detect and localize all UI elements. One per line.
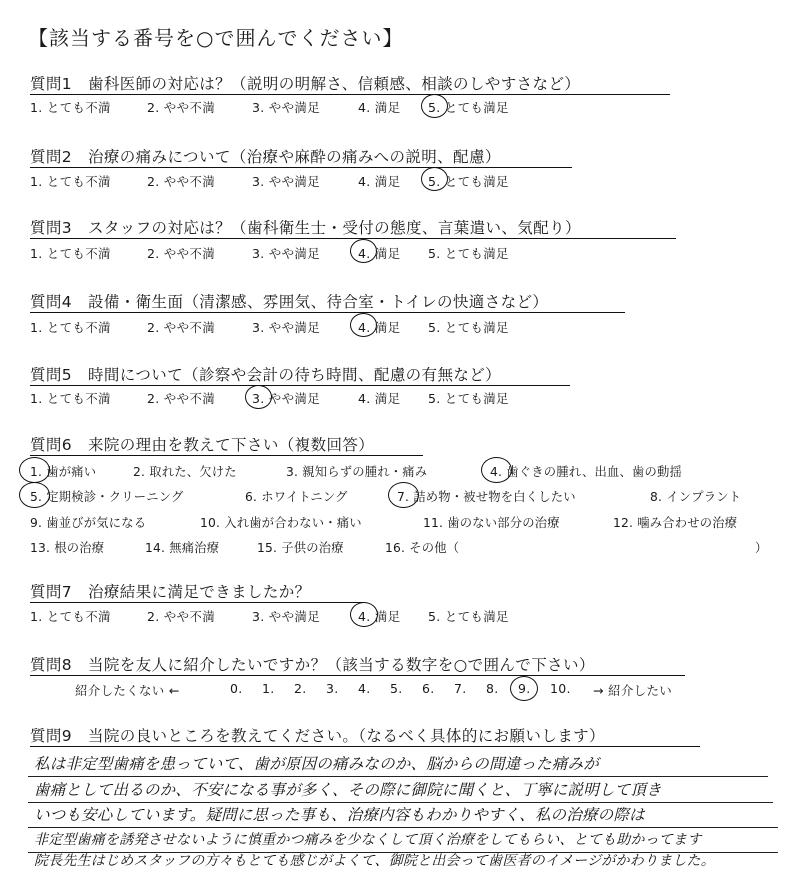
q2-option-4[interactable]: 4. 満足 — [358, 174, 401, 189]
question-2-underline — [30, 167, 572, 168]
question-7-title: 質問7 治療結果に満足できましたか？ — [30, 583, 311, 601]
q4-selection-circle — [350, 313, 377, 337]
q8-scale-4[interactable]: 4. — [358, 681, 371, 696]
q5-option-1[interactable]: 1. とても不満 — [30, 391, 111, 406]
page-title: 【該当する番号を○で囲んでください】 — [28, 26, 404, 50]
q8-scale-1[interactable]: 1. — [262, 681, 275, 696]
q9-answer-line-1: 私は非定型歯痛を患っていて、歯が原因の痛みなのか、脳からの間違った痛みが — [34, 755, 599, 773]
q4-option-5[interactable]: 5. とても満足 — [428, 320, 509, 335]
question-9-underline — [30, 746, 700, 747]
q6-option-9[interactable]: 9. 歯並びが気になる — [30, 516, 147, 530]
q6-option-11[interactable]: 11. 歯のない部分の治療 — [423, 516, 560, 530]
q1-option-2[interactable]: 2. やや不満 — [147, 100, 215, 115]
q5-selection-circle — [245, 385, 272, 409]
q6-option-15[interactable]: 15. 子供の治療 — [257, 541, 344, 555]
question-7-underline — [30, 602, 363, 603]
q1-selection-circle — [421, 94, 448, 118]
q5-option-4[interactable]: 4. 満足 — [358, 391, 401, 406]
question-8-underline — [30, 675, 685, 676]
q6-selection-circle-5 — [19, 482, 50, 508]
question-2-title: 質問2 治療の痛みについて（治療や麻酔の痛みへの説明、配慮） — [30, 148, 501, 166]
q6-option-2[interactable]: 2. 取れた、欠けた — [133, 465, 237, 479]
q6-option-14[interactable]: 14. 無痛治療 — [145, 541, 220, 555]
q6-option-4[interactable]: 4. 歯ぐきの腫れ、出血、歯の動揺 — [490, 465, 682, 479]
question-6-underline — [30, 455, 423, 456]
q6-option-13[interactable]: 13. 根の治療 — [30, 541, 105, 555]
q6-option-8[interactable]: 8. インプラント — [650, 490, 742, 504]
question-9-title: 質問9 当院の良いところを教えてください。（なるべく具体的にお願いします） — [30, 727, 605, 745]
q6-option-16[interactable]: 16. その他（ — [385, 541, 460, 555]
q2-option-1[interactable]: 1. とても不満 — [30, 174, 111, 189]
q6-option-3[interactable]: 3. 親知らずの腫れ・痛み — [286, 465, 428, 479]
q7-option-1[interactable]: 1. とても不満 — [30, 609, 111, 624]
q8-right-label: → 紹介したい — [593, 683, 673, 698]
question-1-title: 質問1 歯科医師の対応は？（説明の明解さ、信頼感、相談のしやすさなど） — [30, 75, 581, 93]
q4-option-1[interactable]: 1. とても不満 — [30, 320, 111, 335]
q9-answer-line-2: 歯痛として出るのか、不安になる事が多く、その際に御院に聞くと、丁寧に説明して頂き — [34, 781, 662, 799]
q8-scale-7[interactable]: 7. — [454, 681, 467, 696]
q8-scale-0[interactable]: 0. — [230, 681, 243, 696]
q7-option-4[interactable]: 4. 満足 — [358, 609, 401, 624]
q6-selection-circle-1 — [19, 457, 50, 483]
question-5-underline — [30, 385, 570, 386]
question-4-underline — [30, 312, 625, 313]
q8-scale-2[interactable]: 2. — [294, 681, 307, 696]
q5-option-3[interactable]: 3. やや満足 — [252, 391, 320, 406]
q8-scale-9[interactable]: 9. — [518, 681, 531, 696]
q6-option-6[interactable]: 6. ホワイトニング — [245, 490, 348, 504]
q6-option-5[interactable]: 5. 定期検診・クリーニング — [30, 490, 184, 504]
q9-answer-line-4: 非定型歯痛を誘発させないように慎重かつ痛みを少なくして頂く治療をしてもらい、とても助かってます — [34, 832, 702, 848]
q7-option-2[interactable]: 2. やや不満 — [147, 609, 215, 624]
question-8-title: 質問8 当院を友人に紹介したいですか？（該当する数字を○で囲んで下さい） — [30, 656, 595, 674]
q6-selection-circle-7 — [388, 482, 419, 508]
q1-option-5[interactable]: 5. とても満足 — [428, 100, 509, 115]
question-1-underline — [30, 94, 670, 95]
q3-option-4[interactable]: 4. 満足 — [358, 246, 401, 261]
q2-option-2[interactable]: 2. やや不満 — [147, 174, 215, 189]
question-4-title: 質問4 設備・衛生面（清潔感、雰囲気、待合室・トイレの快適さなど） — [30, 293, 549, 311]
question-3-underline — [30, 238, 676, 239]
q3-selection-circle — [350, 239, 377, 263]
q9-writing-line-1 — [28, 776, 768, 777]
q2-option-3[interactable]: 3. やや満足 — [252, 174, 320, 189]
q4-option-3[interactable]: 3. やや満足 — [252, 320, 320, 335]
q2-option-5[interactable]: 5. とても満足 — [428, 174, 509, 189]
q6-option-7[interactable]: 7. 詰め物・被せ物を白くしたい — [397, 490, 576, 504]
q8-scale-10[interactable]: 10. — [550, 681, 571, 696]
q6-option-1[interactable]: 1. 歯が痛い — [30, 465, 97, 479]
q1-option-1[interactable]: 1. とても不満 — [30, 100, 111, 115]
q7-option-5[interactable]: 5. とても満足 — [428, 609, 509, 624]
q5-option-5[interactable]: 5. とても満足 — [428, 391, 509, 406]
q8-left-label: 紹介したくない ← — [75, 683, 180, 698]
q4-option-2[interactable]: 2. やや不満 — [147, 320, 215, 335]
q6-other-close-paren: ） — [755, 541, 768, 555]
question-6-title: 質問6 来院の理由を教えて下さい（複数回答） — [30, 436, 375, 454]
q9-writing-line-3 — [28, 827, 778, 828]
q9-answer-line-3: いつも安心しています。疑問に思った事も、治療内容もわかりやすく、私の治療の際は — [34, 806, 645, 824]
q7-selection-circle — [350, 602, 378, 627]
q2-selection-circle — [421, 167, 448, 191]
q1-option-3[interactable]: 3. やや満足 — [252, 100, 320, 115]
q6-option-10[interactable]: 10. 入れ歯が合わない・痛い — [200, 516, 362, 530]
q3-option-5[interactable]: 5. とても満足 — [428, 246, 509, 261]
q8-scale-8[interactable]: 8. — [486, 681, 499, 696]
q6-selection-circle-4 — [481, 457, 512, 483]
q8-scale-5[interactable]: 5. — [390, 681, 403, 696]
q3-option-1[interactable]: 1. とても不満 — [30, 246, 111, 261]
q3-option-2[interactable]: 2. やや不満 — [147, 246, 215, 261]
q4-option-4[interactable]: 4. 満足 — [358, 320, 401, 335]
q9-answer-line-5: 院長先生はじめスタッフの方々もとても感じがよくて、御院と出会って歯医者のイメージがかわりました。 — [34, 853, 715, 869]
q5-option-2[interactable]: 2. やや不満 — [147, 391, 215, 406]
q1-option-4[interactable]: 4. 満足 — [358, 100, 401, 115]
q8-selection-circle — [510, 676, 538, 701]
question-3-title: 質問3 スタッフの対応は？（歯科衛生士・受付の態度、言葉遣い、気配り） — [30, 219, 581, 237]
q6-option-12[interactable]: 12. 噛み合わせの治療 — [613, 516, 738, 530]
q8-scale-3[interactable]: 3. — [326, 681, 339, 696]
q7-option-3[interactable]: 3. やや満足 — [252, 609, 320, 624]
q8-scale-6[interactable]: 6. — [422, 681, 435, 696]
q3-option-3[interactable]: 3. やや満足 — [252, 246, 320, 261]
question-5-title: 質問5 時間について（診察や会計の待ち時間、配慮の有無など） — [30, 366, 502, 384]
